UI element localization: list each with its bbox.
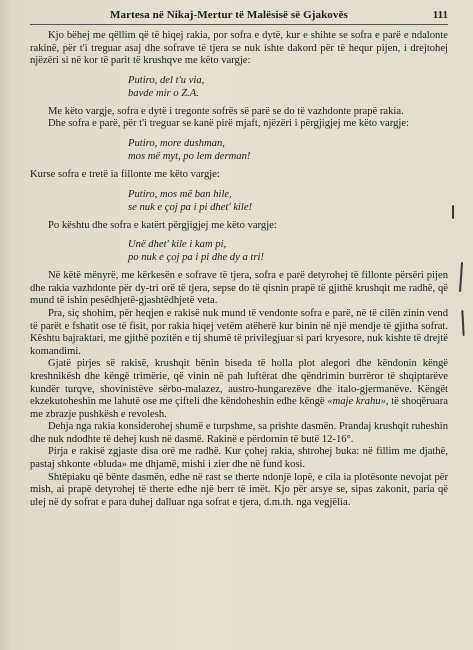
- paragraph: Pra, siç shohim, për heqjen e rakisë nuk mund të vendonte sofra e parë, në të cilën zinin vend të parët e fshatit ose të fisit, por rakia hiqej vetëm atëherë kur binin në një mendje të gjitha sofrat. Kështu bajraktari, me gjithë pozitën e tij shumë të privilegjuar si pari kryesore, nuk kishte të drejtë komandimi.: [30, 307, 448, 357]
- paragraph: Po kështu dhe sofra e katërt përgjigjej me këto vargje:: [48, 219, 277, 231]
- verse-line: Putiro, mos më ban hile,: [128, 188, 232, 200]
- header-title: Martesa në Nikaj-Mertur të Malësisë së Gjakovës: [110, 9, 348, 21]
- paragraph: Pirja e rakisë zgjaste disa orë me radhë. Kur çohej rakia, shtrohej buka: në fillim me djathë, pastaj shkonte «bluda» me dhjamë, mishi i zier dhe në fund kosi.: [30, 446, 448, 471]
- running-header: [30, 8, 448, 25]
- paragraph: Me këto vargje, sofra e dytë i tregonte sofrës së parë se do të vazhdonte prapë rakia.: [48, 105, 404, 117]
- paragraph: [30, 358, 448, 421]
- verse-block: [128, 137, 448, 163]
- margin-pen-mark: [461, 310, 464, 336]
- margin-pen-mark: [459, 262, 463, 292]
- margin-pen-mark: [452, 205, 454, 219]
- verse-line: Unë dhet' kile i kam pi,: [128, 239, 227, 251]
- verse-block: [128, 188, 448, 214]
- page-number: 111: [432, 9, 448, 21]
- paragraph: Dhe sofra e parë, për t'i treguar se kanë pirë mjaft, njëzëri i përgjigjej me këto vargje:: [48, 118, 409, 130]
- verse-block: [128, 238, 448, 264]
- page-body: [30, 30, 448, 509]
- paragraph-text: , të shoqëruara me zbrazje pushkësh e revolesh.: [30, 396, 448, 420]
- paragraph: Dehja nga rakia konsiderohej shumë e turpshme, sa prishte dasmën. Prandaj krushqit ruheshin dhe nuk ndodhte të dehej kush në dasmë. Rakinë e përdornin të butë 12-16°.: [30, 421, 448, 445]
- verse-line: Putiro, del t'u via,: [128, 74, 205, 86]
- song-type-emphasis: «maje krahu»: [327, 396, 386, 408]
- verse-line: bavde mir o Z.A.: [128, 87, 199, 99]
- verse-block: [128, 74, 448, 100]
- paragraph: Shtëpiaku që bënte dasmën, edhe në rast se therte ndonjë lopë, e cila ia plotësonte nevojat për mish, ai prapë detyrohej të therte edhe një berr të imët. Kjo për arsye se, sipas zakonit, paria që ulej në dy sofrat e para duhej dalluar nga sofrat e tjera, d.m.th. nga vegjëlia.: [30, 471, 448, 508]
- paragraph: Kjo bëhej me qëllim që të hiqej rakia, por sofra e dytë, kur e shihte se sofra e parë e ndalonte rakinë, për t'i treguar asaj dhe sofrave të tjera se nuk ishte dakord për të hequr pijen, i drejtohej njëzëri si në kor të parit të krushqve me këto vargje:: [30, 30, 448, 67]
- verse-line: mos më myt, po lem derman!: [128, 150, 251, 162]
- verse-line: Putiro, more dushman,: [128, 137, 225, 149]
- verse-line: se nuk e çoj pa i pi dhet' kile!: [128, 201, 253, 213]
- paragraph: Në këtë mënyrë, me kërkesën e sofrave të tjera, sofra e parë detyrohej të fillonte përsëri pijen dhe rakia vazhdonte për dy-tri orë të tjera, sepse do të qisnin prapë të gjithë krushqit me radhë, që mund të ishin pesëdhjetë-gjashtëdhjetë veta.: [30, 270, 448, 307]
- paragraph: Kurse sofra e tretë ia fillonte me këto vargje:: [30, 168, 220, 180]
- paragraph-text: Gjatë pirjes së rakisë, krushqit bënin biseda të holla plot alegori dhe këndonin këngë kreshnikësh dhe këngë trimërie, që vinin në pah luftërat dhe qëndrimin burrëror të shqiptarëve kundër turqve, shovinistëve sërbo-malazez, austro-hungarezëve dhe italo-gjermanëve. Këngët ekzekutoheshin me lahutë ose me çifteli dhe këndoheshin edhe këngë: [30, 358, 448, 408]
- verse-line: po nuk e çoj pa i pi dhe dy a tri!: [128, 252, 264, 264]
